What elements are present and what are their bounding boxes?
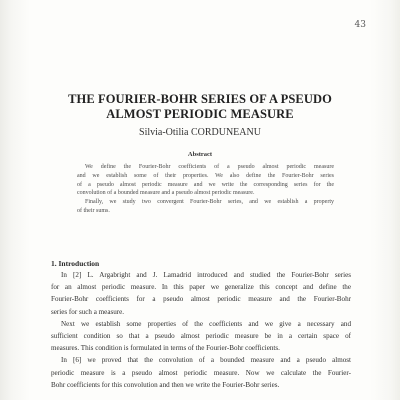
- body-line: measures. This condition is formulated in terms of the Fourier-Bohr coefficients.: [51, 344, 280, 353]
- abstract-line: We define the Fourier-Bohr coefficients of a pseudo almost periodic measure: [85, 164, 334, 170]
- author-name: Silvia-Otilia CORDUNEANU: [139, 127, 261, 138]
- body-line: sufficient condition so that a pseudo almost periodic measure be in a certain space of: [51, 332, 351, 341]
- introduction-body: [51, 269, 351, 391]
- body-line: In [6] we proved that the convolution of a bounded measure and a pseudo almost: [61, 356, 351, 365]
- abstract-body: [77, 163, 334, 216]
- title-line-1: THE FOURIER-BOHR SERIES OF A PSEUDO: [68, 92, 332, 106]
- section-heading: 1. Introduction: [51, 259, 100, 268]
- paper-title: [40, 92, 360, 122]
- body-line: Next we establish some properties of the coefficients and we give a necessary and: [61, 319, 351, 328]
- body-line: Bohr coefficients for this convolution and then we write the Fourier-Bohr series.: [51, 380, 280, 389]
- abstract-line: and we establish some of their properties. We also define the Fourier-Bohr series: [77, 172, 334, 179]
- body-line: periodic measure is a pseudo almost periodic measure. Now we calculate the Fourier-: [51, 368, 351, 377]
- body-line: for an almost periodic measure. In this paper we generalize this concept and define the: [51, 283, 351, 292]
- abstract-line: of their sums.: [77, 207, 110, 214]
- page-number: 43: [354, 20, 366, 30]
- abstract-line: convolution of a bounded measure and a pseudo almost periodic measure.: [77, 190, 255, 197]
- body-line: series for such a measure.: [51, 307, 125, 316]
- abstract-heading: Abstract: [187, 151, 213, 158]
- abstract-line: Finally, we study two convergent Fourier-Bohr series, and we establish a property: [85, 199, 334, 206]
- title-line-2: ALMOST PERIODIC MEASURE: [106, 107, 294, 121]
- body-line: Fourier-Bohr coefficients for a pseudo almost periodic measure and the Fourier-Bohr: [51, 295, 351, 304]
- body-line: In [2] L. Argabright and J. Lamadrid introduced and studied the Fourier-Bohr series: [61, 271, 351, 279]
- abstract-line: of a pseudo almost periodic measure and we write the corresponding series for the: [77, 181, 334, 188]
